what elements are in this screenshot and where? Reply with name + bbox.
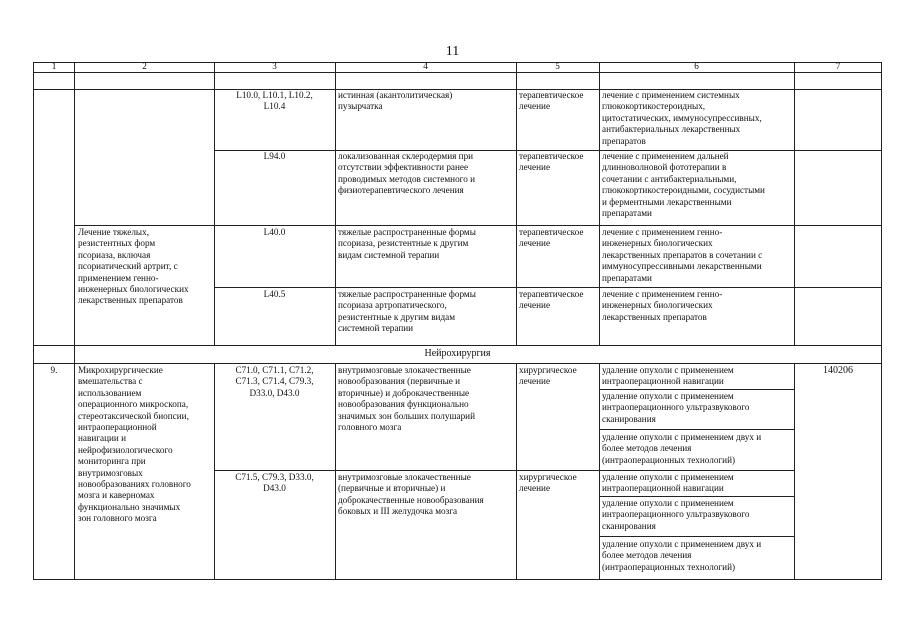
row3-model: тяжелые распространенные формы псориаза, резистентные к другим видам системной терапии: [338, 227, 476, 260]
groupA-method1-rule: [599, 389, 794, 390]
column-1-rule: [33, 62, 75, 580]
item9-volume: 140206: [823, 365, 853, 376]
row1-method: лечение с применением системных глюкокортикостероидных, цитостатических, иммуносупрессивных, антибактериальных лекарственных препаратов: [602, 90, 762, 146]
header-col-2: 2: [142, 61, 147, 71]
groupA-method-3: удаление опухоли с применением двух и более методов лечения (интраоперационных технологий): [602, 432, 762, 465]
col5-rule-b: [599, 363, 600, 580]
groupB-codes: C71.5, C79.3, D33.0, D43.0: [235, 472, 314, 494]
item9-name: Микрохирургические вмешательства с использованием операционного микроскопа, стереотаксической биопсии, интраоперационной навигации и нейрофизиологического мониторинга при внутримозговых новообразованиях головного мозга и каверномах функционально значимых зон головного мозга: [78, 365, 191, 524]
row2-model: локализованная склеродермия при отсутствии эффективности ранее проводимых методов системного и физиотерапевтического лечения: [338, 151, 476, 196]
header-col-5: 5: [555, 61, 560, 71]
col3-rule-b: [335, 363, 336, 580]
col6-rule-a: [794, 62, 795, 345]
col3-rule-a: [335, 62, 336, 345]
header-col-4: 4: [423, 61, 428, 71]
row1-codes: L10.0, L10.1, L10.2, L10.4: [236, 90, 313, 112]
col4-rule-a: [516, 62, 517, 345]
row4-codes: L40.5: [263, 289, 286, 299]
groupB-method2-rule: [599, 536, 794, 537]
groupB-type: хирургическое лечение: [519, 472, 577, 494]
groupB-model: внутримозговые злокачественные (первичные и вторичные) и доброкачественные новообразования боковых и III желудочка мозга: [338, 472, 484, 517]
section-title: Нейрохирургия: [424, 348, 491, 359]
row4-method: лечение с применением генно- инженерных биологических лекарственных препаратов: [602, 289, 723, 322]
row2-codes: L94.0: [263, 151, 286, 161]
col5-rule-a: [599, 62, 600, 345]
header-col-7: 7: [835, 61, 841, 71]
header-col-6: 6: [694, 61, 699, 71]
groupB-method1-rule: [599, 496, 794, 497]
psoriasis-treatment-name: Лечение тяжелых, резистентных форм псориаза, включая псориатический артрит, с применением генно- инженерных биологических лекарственных препаратов: [78, 227, 189, 306]
groupB-method-1: удаление опухоли с применением интраоперационной навигации: [602, 472, 734, 494]
header-col-3: 3: [272, 61, 277, 71]
groupB-method-3: удаление опухоли с применением двух и более методов лечения (интраоперационных технологий): [602, 539, 762, 572]
row3-rule: [214, 287, 882, 288]
groupA-codes: C71.0, C71.1, C71.2, C71.3, C71.4, C79.3, D33.0, D43.0: [235, 365, 314, 398]
row2-rule: [75, 225, 882, 226]
groupA-model: внутримозговые злокачественные новообразования (первичные и вторичные) и доброкачественные новообразования функционально значимых зон больших полушарий головного мозга: [338, 365, 476, 433]
row4-type: терапевтическое лечение: [519, 289, 584, 311]
header-bottom-rule: [33, 72, 882, 73]
row1-type: терапевтическое лечение: [519, 90, 584, 112]
page-number: 11: [445, 44, 460, 59]
groupA-type: хирургическое лечение: [519, 365, 577, 387]
groupA-method-1: удаление опухоли с применением интраоперационной навигации: [602, 365, 734, 387]
col4-rule-b: [516, 363, 517, 580]
groupA-method-2: удаление опухоли с применением интраоперационного ультразвукового сканирования: [602, 391, 750, 424]
row4-rule: [33, 345, 882, 346]
item9-number: 9.: [50, 365, 58, 375]
row3-codes: L40.0: [263, 227, 286, 237]
row1-model: истинная (акантолитическая) пузырчатка: [338, 90, 453, 112]
groupB-method-2: удаление опухоли с применением интраоперационного ультразвукового сканирования: [602, 498, 750, 531]
row4-model: тяжелые распространенные формы псориаза артропатического, резистентные к другим видам системной терапии: [338, 289, 476, 334]
section-rule: [33, 363, 882, 364]
col6-rule-b: [794, 363, 795, 580]
groupA-method2-rule: [599, 429, 794, 430]
group-rule: [214, 470, 794, 471]
row2-method: лечение с применением дальней длинноволновой фототерапии в сочетании с антибактериальными, глюкокортикостероидными, сосудистыми и ферментными лекарственными препаратами: [602, 151, 765, 219]
row2-type: терапевтическое лечение: [519, 151, 584, 173]
row3-method: лечение с применением генно- инженерных биологических лекарственных препаратов в сочетании с иммуносупрессивными лекарственными препаратами: [602, 227, 763, 283]
header-col-1: 1: [51, 61, 57, 71]
row3-type: терапевтическое лечение: [519, 227, 584, 249]
